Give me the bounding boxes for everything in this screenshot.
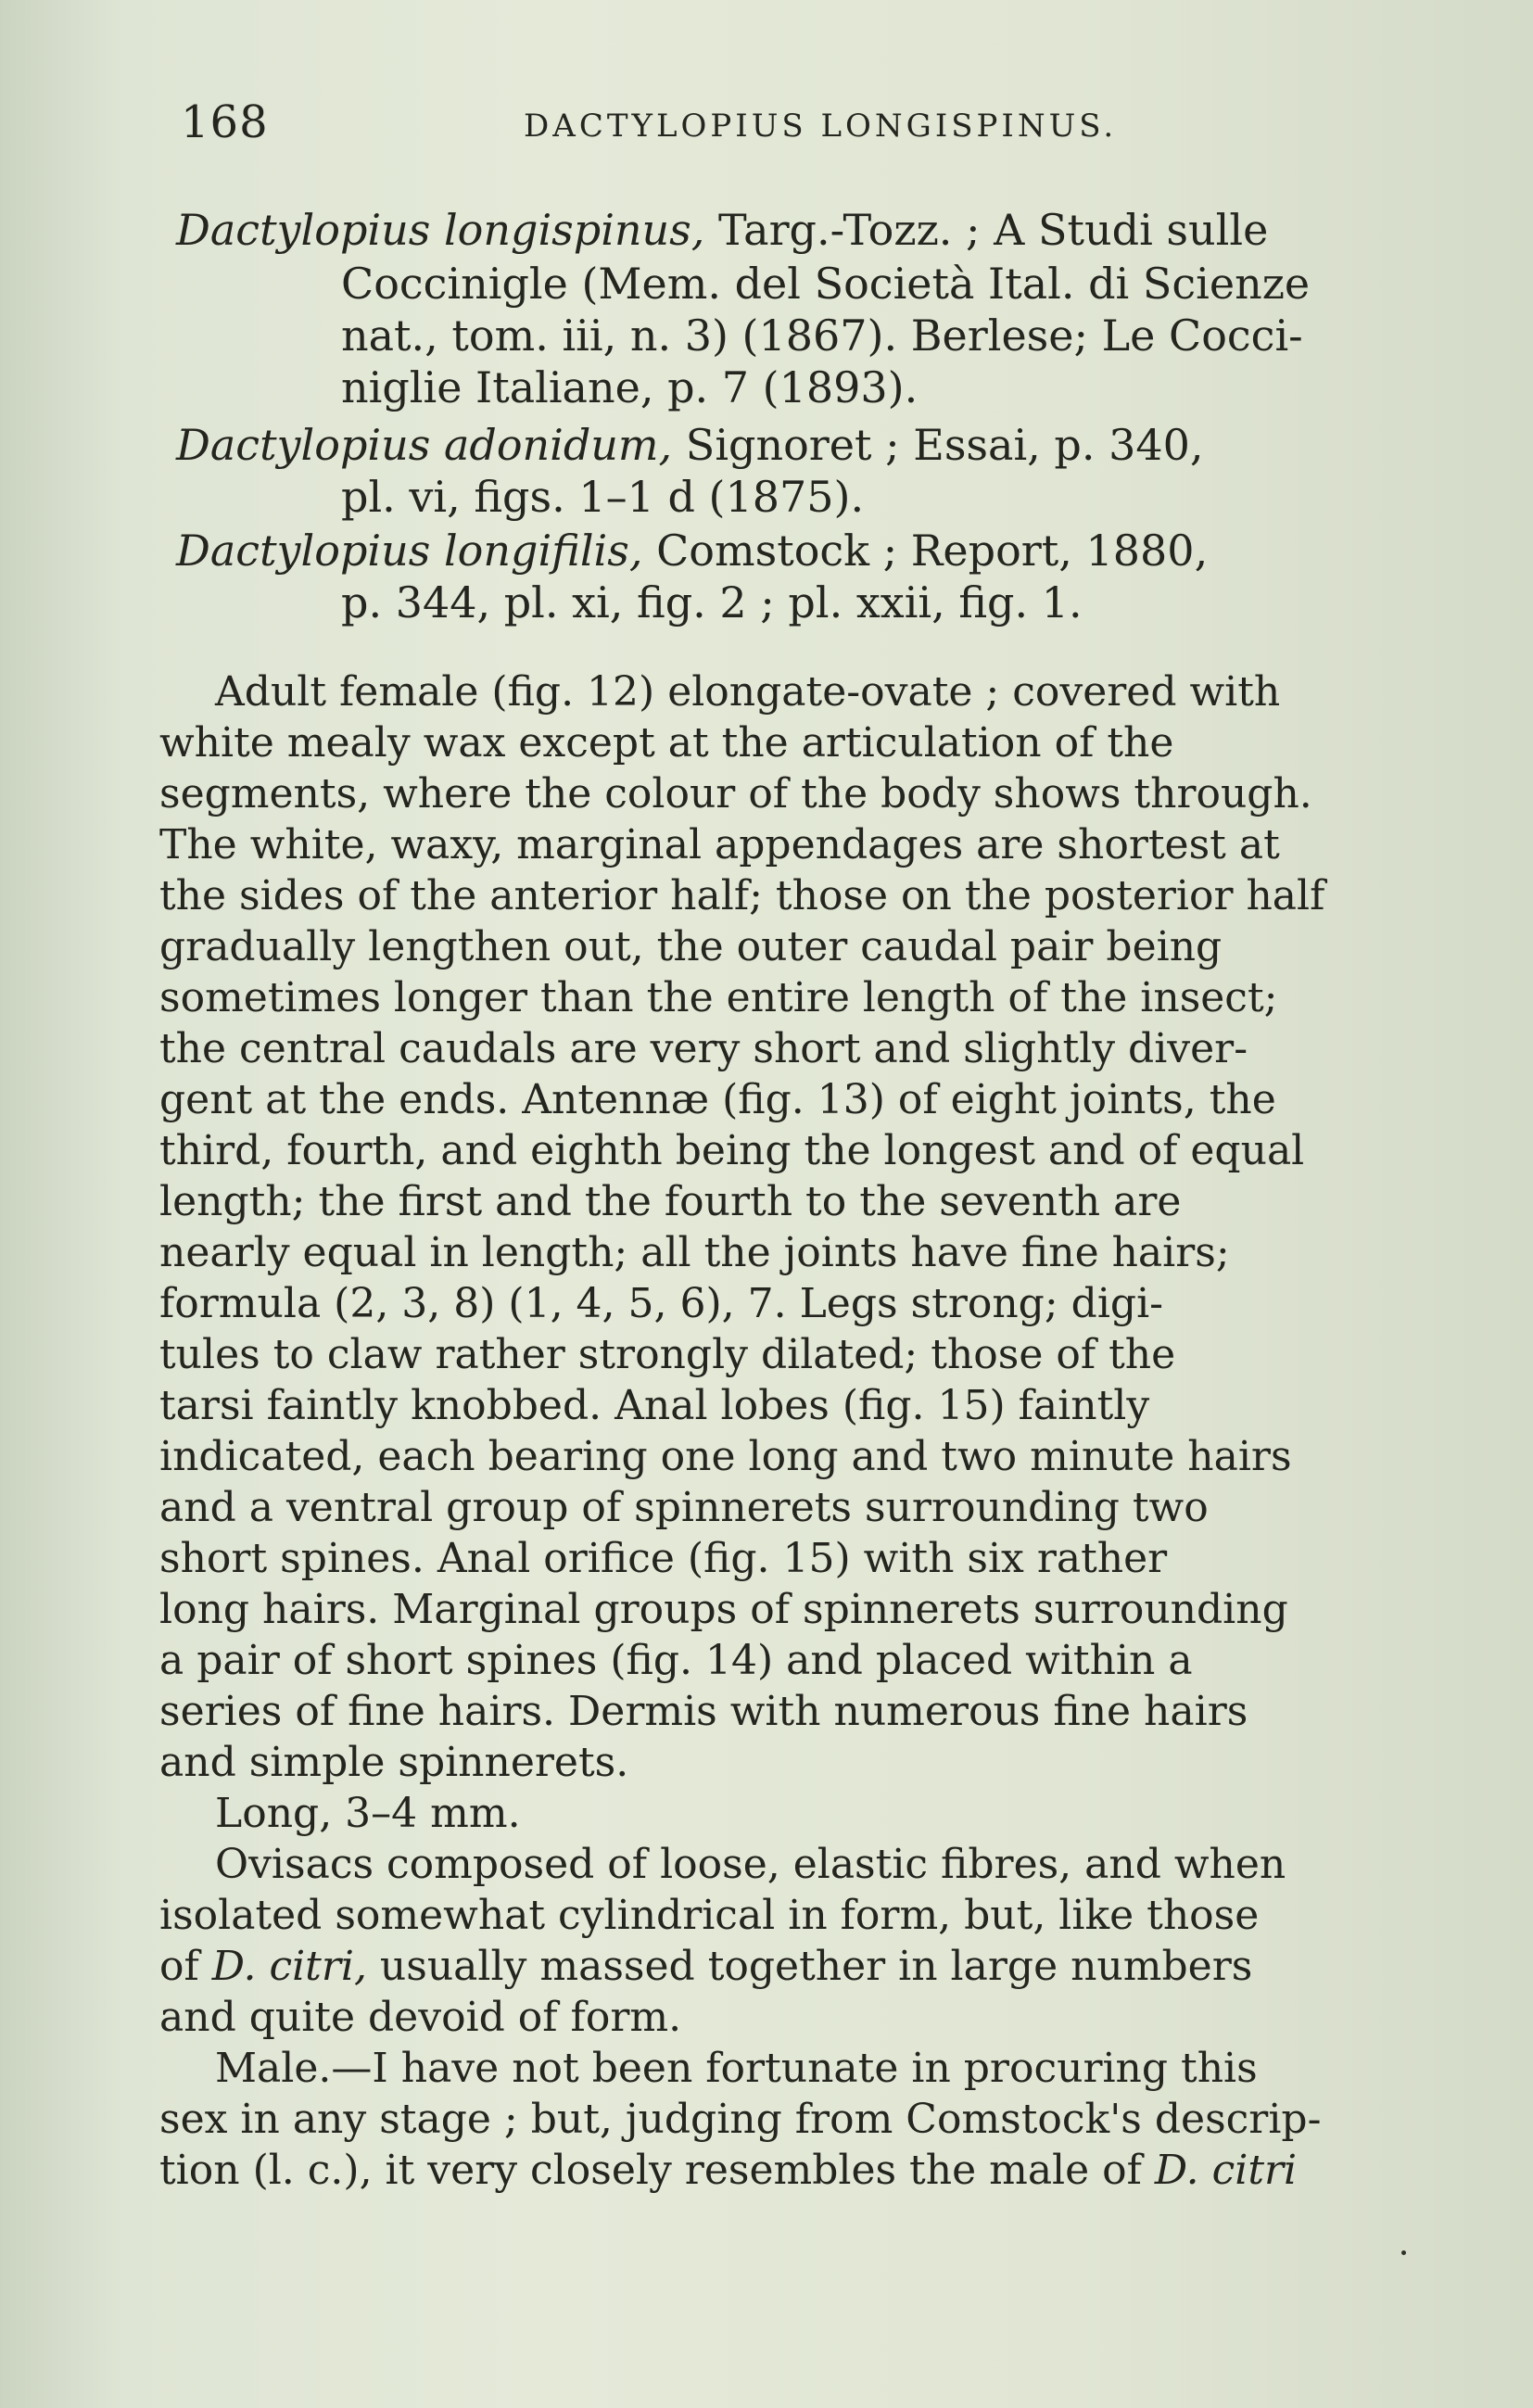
taxon-name: Dactylopius longifilis, [176,526,643,576]
body-line: nearly equal in length; all the joints have fine hairs; [159,1229,1230,1276]
body-line: gradually lengthen out, the outer caudal pair being [159,923,1223,970]
body-line: tarsi faintly knobbed. Anal lobes (fig. 15) faintly [159,1382,1150,1429]
body-line: and a ventral group of spinnerets surrounding two [159,1484,1209,1531]
synonym-line [176,419,1204,471]
taxon-name: Dactylopius adonidum, [176,420,673,470]
citation-text: Comstock ; Report, 1880, [642,526,1209,576]
body-line: series of fine hairs. Dermis with numerous fine hairs [159,1688,1248,1735]
taxon-name: Dactylopius longispinus, [176,205,705,255]
species-description [159,667,1429,2289]
body-line: and quite devoid of form. [159,1994,682,2041]
synonym-line [176,525,1208,577]
body-line: indicated, each bearing one long and two minute hairs [159,1433,1292,1480]
page-header [181,96,1432,156]
body-line: short spines. Anal orifice (fig. 15) with six rather [159,1535,1168,1582]
citation-text: Signoret ; Essai, p. 340, [672,420,1204,470]
body-line: The white, waxy, marginal appendages are shortest at [159,821,1280,868]
body-line: isolated somewhat cylindrical in form, but, like those [159,1892,1260,1939]
text-fragment: usually massed together in large numbers [366,1943,1253,1990]
body-line: length; the first and the fourth to the seventh are [159,1178,1182,1225]
body-line: Adult female (fig. 12) elongate-ovate ; covered with [215,668,1281,716]
body-line: Male.—I have not been fortunate in procuring this [215,2045,1258,2092]
synonym-line: Coccinigle (Mem. del Società Ital. di Scienze [341,259,1311,309]
body-line: the central caudals are very short and slightly diver- [159,1025,1248,1072]
body-line: white mealy wax except at the articulation of the [159,719,1174,767]
running-title: DACTYLOPIUS LONGISPINUS. [524,108,1118,145]
ink-speck [1401,2250,1406,2255]
body-line: sex in any stage ; but, judging from Comstock's descrip- [159,2096,1322,2143]
body-line: formula (2, 3, 8) (1, 4, 5, 6), 7. Legs strong; digi- [159,1280,1164,1327]
synonym-line [176,204,1268,256]
citation-text: Targ.-Tozz. ; A Studi sulle [704,205,1269,255]
synonymy-block [176,204,1437,630]
body-line: tules to claw rather strongly dilated; those of the [159,1331,1176,1378]
synonym-line: nat., tom. iii, n. 3) (1867). Berlese; Le Cocci- [341,311,1303,361]
body-line: sometimes longer than the entire length of the insect; [159,974,1278,1021]
body-line [159,2146,1297,2196]
body-line: the sides of the anterior half; those on the posterior half [159,872,1325,919]
species-abbreviation: D. citri [1154,2147,1298,2194]
page-number: 168 [181,96,269,148]
body-line: long hairs. Marginal groups of spinnerets surrounding [159,1586,1288,1633]
synonym-line: pl. vi, figs. 1–1 d (1875). [341,472,865,522]
synonym-line: p. 344, pl. xi, fig. 2 ; pl. xxii, fig. 1. [341,577,1083,627]
body-line [159,1942,1252,1992]
measurement-line: Long, 3–4 mm. [215,1790,521,1837]
body-line: Ovisacs composed of loose, elastic fibres, and when [215,1841,1286,1888]
synonym-line: niglie Italiane, p. 7 (1893). [341,362,919,412]
body-line: gent at the ends. Antennæ (fig. 13) of eight joints, the [159,1076,1276,1123]
species-abbreviation: D. citri, [211,1943,367,1990]
body-line: a pair of short spines (fig. 14) and placed within a [159,1637,1193,1684]
body-line: third, fourth, and eighth being the longest and of equal [159,1127,1305,1174]
body-line: and simple spinnerets. [159,1739,629,1786]
text-fragment: of [159,1943,212,1990]
text-fragment: tion (l. c.), it very closely resembles the male of [159,2147,1155,2194]
body-line: segments, where the colour of the body shows through. [159,770,1312,817]
